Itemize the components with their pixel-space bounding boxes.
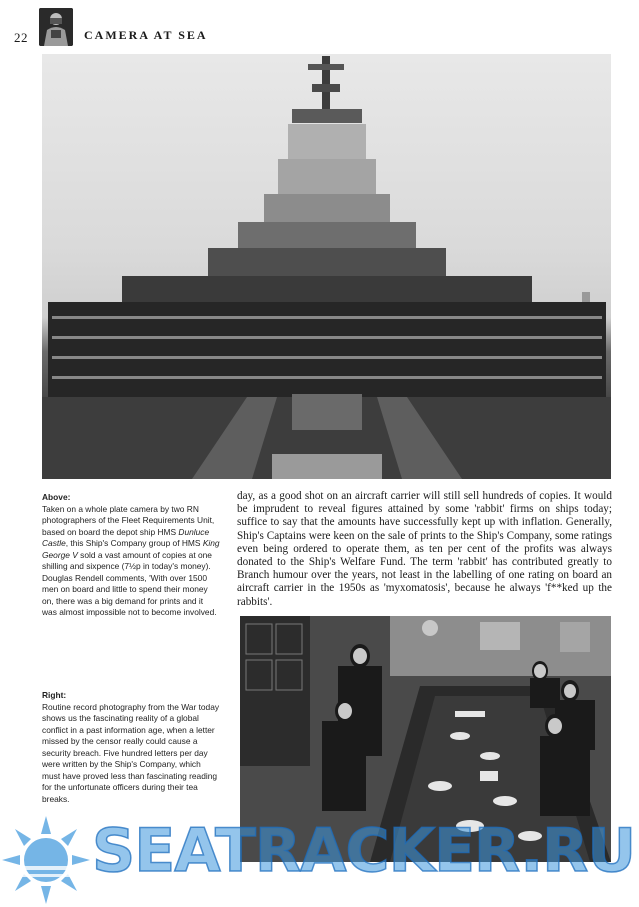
caption-above-text-3: sold a vast amount of copies at one shilling and sixpence (7½p in today's money). Douglas Rendell comments, 'With over 1500 men on board and little to spend their money on, there was a big demand for prints and it was almost impossible not to become involved. xyxy=(42,549,217,617)
camera-operator-icon xyxy=(39,8,73,46)
caption-above-text-1: Taken on a whole plate camera by two RN photographers of the Fleet Requirements Unit, based on board the depot ship HMS xyxy=(42,503,215,537)
caption-above xyxy=(42,492,220,619)
body-text: day, as a good shot on an aircraft carrier will still sell hundreds of copies. It would be imprudent to reveal figures attained by some 'rabbit' firms on ships today; suffice to say that the amounts have successfully kept up with inflation. Generally, Ship's Captains were keen on the sale of prints to the Ship's Company, some ratings even being ordered to operate them, as ten per cent of the profits was always donated to the Ship's Welfare Fund. The term 'rabbit' has contributed greatly to Branch humour over the years, not least in the labelling of one rating on board an aircraft carrier in the 1950s as 'myxomatosis', because he always 'f**ked up the rabbits'. xyxy=(237,490,612,608)
caption-right xyxy=(42,690,220,805)
site-watermark xyxy=(0,808,639,907)
ship-name-king-george-v: King George V xyxy=(42,538,220,560)
page-number: 22 xyxy=(14,30,28,45)
running-head: CAMERA AT SEA xyxy=(84,28,208,42)
caption-right-text: Routine record photography from the War today shows us the fascinating reality of a global conflict in a past information age, when a letter missed by the censor really could cause a security breach. Five hundred letters per day were written by the Ship's Company, which must have proved less than fascinating reading for the unfortunate officers during their tea breaks. xyxy=(42,701,220,804)
photographer-logo xyxy=(39,8,73,46)
sun-icon xyxy=(0,808,92,907)
caption-above-title: Above: xyxy=(42,492,71,502)
watermark-text: SEATRACKER.RU xyxy=(92,816,636,886)
caption-above-text-2: , this Ship's Company group of HMS xyxy=(65,538,203,548)
battleship-crew-photo xyxy=(42,54,611,479)
ship-name-dunluce-castle: Dunluce Castle xyxy=(42,526,210,548)
battleship-illustration xyxy=(42,54,611,479)
caption-right-title: Right: xyxy=(42,690,67,700)
